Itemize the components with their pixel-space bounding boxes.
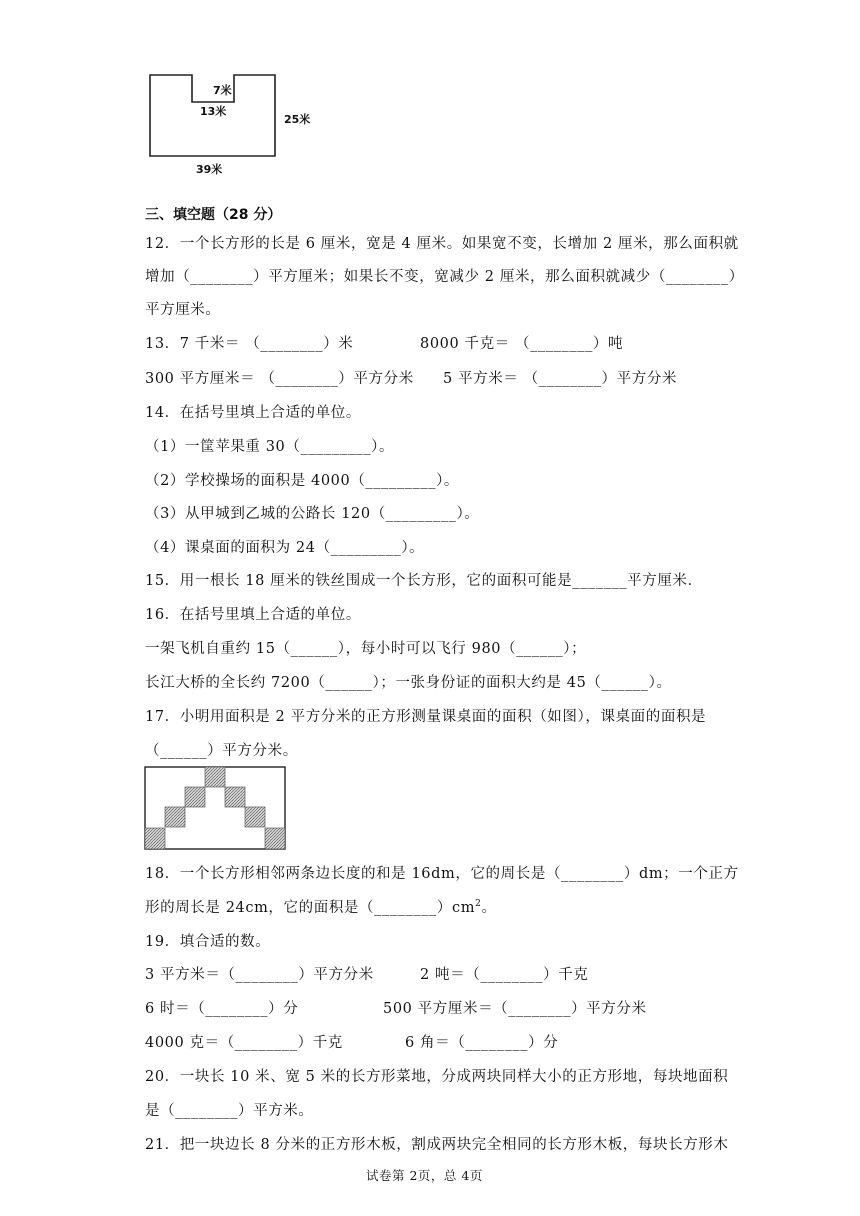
q13-item-km: 13．7 千米＝ （________）米 xyxy=(145,336,354,352)
label-width: 39米 xyxy=(196,163,223,176)
square-tile xyxy=(145,828,165,849)
q14-item1: （1）一筐苹果重 30（_________）。 xyxy=(145,439,395,455)
q19-item-b: 2 吨＝（________）千克 xyxy=(420,967,589,983)
q14-item3: （3）从甲城到乙城的公路长 120（_________）。 xyxy=(145,506,480,522)
q13-item-m2: 5 平方米＝ （________）平方分米 xyxy=(443,371,678,387)
q18-line2 xyxy=(145,896,497,917)
q16-line2: 长江大桥的全长约 7200（______）；一张身份证的面积大约是 45（______）。 xyxy=(145,675,672,691)
q18-line1: 18．一个长方形相邻两条边长度的和是 16dm，它的周长是（________）dm；一个正方 xyxy=(145,866,739,882)
q12-line3: 平方厘米。 xyxy=(145,302,221,318)
q19-item-f: 6 角＝（________）分 xyxy=(405,1035,559,1051)
desk-squares-figure xyxy=(144,766,288,851)
q19-title: 19．填合适的数。 xyxy=(145,934,271,950)
square-tile xyxy=(265,828,285,849)
square-tile xyxy=(165,807,185,827)
label-notch-depth: 7米 xyxy=(213,84,232,97)
q21-line1: 21．把一块边长 8 分米的正方形木板，割成两块完全相同的长方形木板，每块长方形木 xyxy=(145,1137,729,1153)
q19-item-d: 500 平方厘米＝（________）平方分米 xyxy=(383,1001,647,1017)
page-footer: 试卷第 2页，总 4页 xyxy=(366,1168,483,1183)
q12-line1: 12．一个长方形的长是 6 厘米，宽是 4 厘米。如果宽不变，长增加 2 厘米，那么面积就 xyxy=(145,236,739,252)
q18-line2-text: 形的周长是 24cm，它的面积是（________）cm xyxy=(145,900,476,916)
square-tile xyxy=(205,767,225,787)
q20-line1: 20．一块长 10 米、宽 5 米的长方形菜地，分成两块同样大小的正方形地，每块地面积 xyxy=(145,1069,729,1085)
square-tile xyxy=(185,787,205,807)
q17-line1: 17．小明用面积是 2 平方分米的正方形测量课桌面的面积（如图），课桌面的面积是 xyxy=(145,709,707,725)
section-heading-fill-blank: 三、填空题（28 分） xyxy=(145,207,282,223)
q19-item-e: 4000 克＝（________）千克 xyxy=(145,1035,343,1051)
square-tile xyxy=(225,787,245,807)
q19-item-a: 3 平方米＝（________）平方分米 xyxy=(145,967,374,983)
q18-superscript: 2 xyxy=(475,899,482,910)
q13-item-kg: 8000 千克＝ （________）吨 xyxy=(420,336,624,352)
q12-line2: 增加（________）平方厘米；如果长不变，宽减少 2 厘米，那么面积就减少（________） xyxy=(145,269,744,285)
q18-line2-end: 。 xyxy=(481,900,497,916)
q14-item2: （2）学校操场的面积是 4000（_________）。 xyxy=(145,473,460,489)
q19-item-c: 6 时＝（________）分 xyxy=(145,1001,299,1017)
q17-line2: （______）平方分米。 xyxy=(145,743,298,759)
q15-text: 15．用一根长 18 厘米的铁丝围成一个长方形，它的面积可能是_______平方厘米． xyxy=(145,573,703,589)
q14-title: 14．在括号里填上合适的单位。 xyxy=(145,405,361,421)
q16-title: 16．在括号里填上合适的单位。 xyxy=(145,607,361,623)
square-tile xyxy=(245,807,265,827)
q16-line1: 一架飞机自重约 15（______），每小时可以飞行 980（______）； xyxy=(145,641,587,657)
q13-item-cm2: 300 平方厘米＝ （________）平方分米 xyxy=(145,371,414,387)
label-notch-width: 13米 xyxy=(200,105,227,118)
q14-item4: （4）课桌面的面积为 24（_________）。 xyxy=(145,540,425,556)
label-height: 25米 xyxy=(284,113,311,126)
q20-line2: 是（________）平方米。 xyxy=(145,1103,314,1119)
